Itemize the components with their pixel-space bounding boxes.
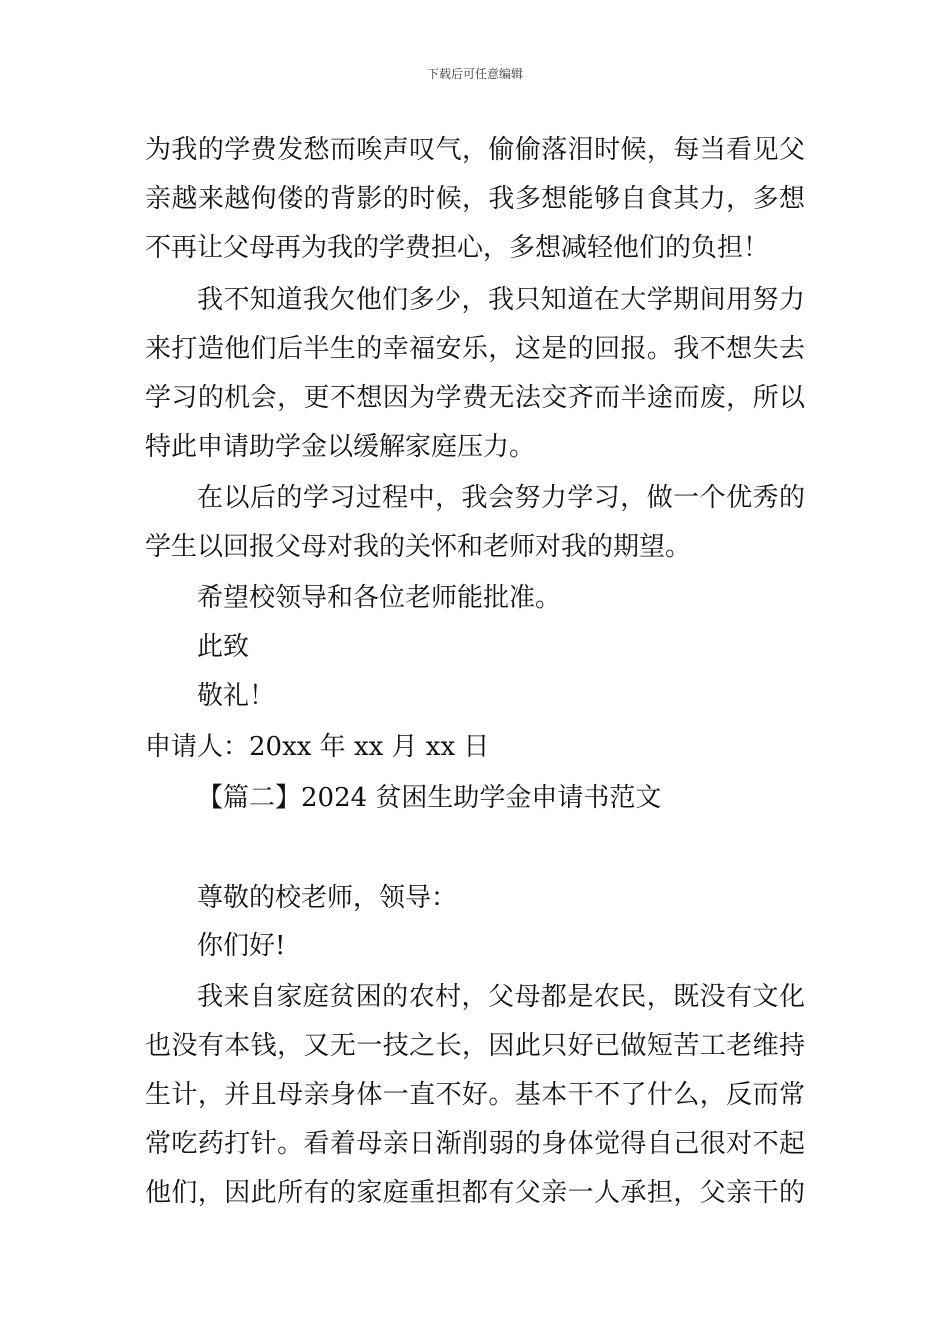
text-line: 不再让父母再为我的学费担心，多想减轻他们的负担！ <box>145 233 770 263</box>
text-line: 生计，并且母亲身体一直不好。基本干不了什么，反而常 <box>145 1080 805 1110</box>
text-line: 亲越来越佝偻的背影的时候，我多想能够自食其力，多想 <box>145 184 805 214</box>
applicant-date-line: 申请人：20xx 年 xx 月 xx 日 <box>145 732 490 762</box>
greeting-line: 你们好! <box>197 931 286 961</box>
text-line: 来打造他们后半生的幸福安乐，这是的回报。我不想失去 <box>145 334 805 364</box>
text-line: 常吃药打针。看着母亲日渐削弱的身体觉得自己很对不起 <box>145 1129 805 1159</box>
salutation-line: 敬礼！ <box>197 681 276 711</box>
text-line: 学习的机会，更不想因为学费无法交齐而半途而废，所以 <box>145 383 805 413</box>
page-header: 下载后可任意编辑 <box>426 67 523 81</box>
request-line: 希望校领导和各位老师能批准。 <box>197 583 562 613</box>
text-line: 他们，因此所有的家庭重担都有父亲一人承担，父亲干的 <box>145 1178 805 1208</box>
text-line: 特此申请助学金以缓解家庭压力。 <box>145 432 536 462</box>
text-line: 学生以回报父母对我的关怀和老师对我的期望。 <box>145 532 692 562</box>
closing-line: 此致 <box>197 632 250 662</box>
paragraph-first-line: 在以后的学习过程中，我会努力学习，做一个优秀的 <box>197 483 805 513</box>
section-heading: 【篇二】2024 贫困生助学金申请书范文 <box>197 783 662 813</box>
text-line: 为我的学费发愁而唉声叹气，偷偷落泪时候，每当看见父 <box>145 135 805 165</box>
paragraph-first-line: 我不知道我欠他们多少，我只知道在大学期间用努力 <box>197 285 805 315</box>
paragraph-first-line: 我来自家庭贫困的农村，父母都是农民，既没有文化 <box>197 982 805 1012</box>
text-line: 也没有本钱，又无一技之长，因此只好已做短苦工老维持 <box>145 1031 805 1061</box>
greeting-line: 尊敬的校老师，领导： <box>197 883 458 913</box>
